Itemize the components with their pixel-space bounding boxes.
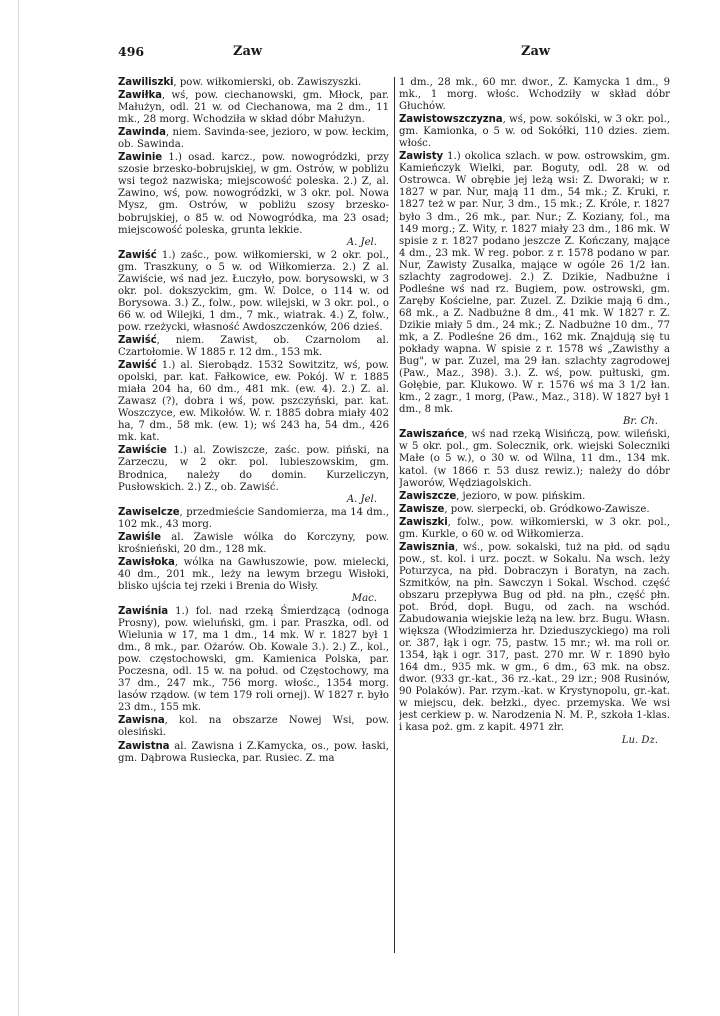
dictionary-entry	[118, 360, 389, 444]
entry-text: , wś, pow. ciechanowski, gm. Młock, par. Małużyn, odl. 21 w. od Ciechanowa, ma 2 dm., 11 mk., 28 morg. Wchodziła w skład dóbr Małużyn.	[118, 90, 389, 126]
entry-signature: A. Jel.	[346, 493, 377, 505]
entry-headword: Zawiszańce	[399, 429, 465, 441]
entry-headword: Zawinie	[118, 152, 163, 164]
entry-headword: Zawiśnia	[118, 606, 169, 618]
running-head-left: Zaw	[233, 44, 263, 59]
right-column	[399, 77, 670, 977]
dictionary-entry	[399, 517, 670, 541]
dictionary-entry	[399, 491, 670, 503]
entry-headword: Zawisłoka	[118, 556, 175, 568]
running-head-right: Zaw	[521, 44, 551, 59]
entry-text: 1.) al. Zowiszcze, zaśc. pow. piński, na Zarzeczu, w 2 okr. pol. lubieszowskim, gm. Brodnica, należy do domin. Kurzeliczyn, Pusłowskich. 2.) Z., ob. Zawiść.	[118, 445, 389, 493]
dictionary-entry	[399, 542, 670, 747]
entry-text: , wś, pow. sokólski, w 3 okr. pol., gm. Kamionka, o 5 w. od Sokółki, 110 dzies. ziem. włośc.	[399, 114, 670, 150]
entry-headword: Zawiśle	[118, 531, 161, 543]
dictionary-entry	[118, 335, 389, 359]
dictionary-entry	[118, 606, 389, 714]
entry-text: 1.) okolica szlach. w pow. ostrowskim, gm. Kamieńczyk Wielki, par. Boguty, odl. 28 w. od Ostrowca. W obrębie jej leżą wsi: Z. Dworaki; w r. 1827 w par. Nur, mają 11 dm., 54 mk.; Z. Kruki, r. 1827 też w par. Nur, 3 dm., 15 mk.; Z. Króle, r. 1827 było 3 dm., 26 mk., par. Nur.; Z. Koziany, fol., ma 149 morg.; Z. Wity, r. 1827 miały 23 dm., 186 mk. W spisie z r. 1827 podano jeszcze Z. Kończany, mające 4 dm., 23 mk. W reg. pobor. z r. 1578 podano w par. Nur, Zawisty Zusalka, mające w ogóle 26 1/2 łan. szlachty zagrodowej. 2.) Z. Dzikie, Nadbużne i Podleśne wś nad rz. Bugiem, pow. ostrowski, gm. Zaręby Kościelne, par. Zuzel. Z. Dzikie mają 6 dm., 68 mk., a Z. Nadbużne 8 dm., 41 mk. W 1827 r. Z. Dzikie miały 5 dm., 24 mk.; Z. Nadbużne 10 dm., 77 mk, a Z. Podleśne 26 dm., 162 mk. Znajdują się tu pokłady wapna. W spisie z r. 1578 wś „Zawisthy a Bug", w par. Zuzel, ma 29 łan. szlachty zagrodowej (Paw., Maz., 398). 3.). Z. wś, pow. pułtuski, gm. Gołębie, par. Klukowo. W r. 1576 wś ma 3 1/2 łan. km., 2 zagr., 1 morg, (Paw., Maz., 318). W 1827 był 1 dm., 8 mk.	[399, 151, 670, 416]
entry-text: , pow. sierpecki, ob. Gródkowo-Zawisze.	[444, 503, 650, 515]
dictionary-entry	[118, 715, 389, 739]
entry-headword: Zawiliszki	[118, 77, 174, 88]
dictionary-entry	[118, 127, 389, 151]
entry-text: , wólka na Gawłuszowie, pow. mielecki, 40 dm., 201 mk., leży na lewym brzegu Wisłoki, blisko ujścia tej rzeki i Brenia do Wisły.	[118, 556, 389, 592]
entry-text: 1.) fol. nad rzeką Śmierdzącą (odnoga Prosny), pow. wieluński, gm. i par. Praszka, odl. od Wielunia w 17, ma 1 dm., 14 mk. W r. 1827 był 1 dm., 8 mk., par. Ożarów. Ob. Kowale 3.). 2.) Z., kol., pow. częstochowski, gm. Kamienica Polska, par. Poczesna, odl. 15 w. na połud. od Częstochowy, ma 37 dm., 247 mk., 756 morg. włośc., 1354 morg. lasów rządow. (w tem 179 roli ornej). W 1827 r. było 23 dm., 155 mk.	[118, 606, 389, 714]
entry-text: al. Zawisle wólka do Korczyny, pow. krośnieński, 20 dm., 128 mk.	[118, 531, 389, 555]
entry-headword: Zawiselcze	[118, 506, 180, 518]
entry-text: 1.) zaśc., pow. wiłkomierski, w 2 okr. pol., gm. Traszkuny, o 5 w. od Wiłkomierza. 2.) Z al. Zawiście, wś nad jez. Łuczyło, pow. borysowski, w 3 okr. pol. dokszyckim, gm. W. Dolce, o 114 w. od Borysowa. 3.) Z., folw., pow. wilejski, w 3 okr. pol., o 66 w. od Wilejki, 1 dm., 7 mk., wiatrak. 4.) Z, folw., pow. rzeżycki, własność Awdoszczenków, 206 dzieś.	[118, 249, 389, 333]
entry-headword: Zawisna	[118, 715, 165, 727]
entry-headword: Zawiść	[118, 249, 157, 261]
entry-text: , wś nad rzeką Wisińczą, pow. wileński, w 5 okr. pol., gm. Solecznik, ork. wiejski Soleczniki Małe (o 5 w.), o 30 w. od Wilna, 11 dm., 134 mk. katol. (w 1866 r. 53 dusz rewiz.); należy do dóbr Jaworów, Wędziagolskich.	[399, 429, 670, 489]
dictionary-entry	[118, 507, 389, 531]
entry-headword: Zawiszcze	[399, 490, 457, 502]
entry-text: , folw., pow. wiłkomierski, w 3 okr. pol., gm. Kurkle, o 60 w. od Wiłkomierza.	[399, 516, 670, 540]
page-header	[0, 44, 720, 64]
dictionary-entry	[399, 504, 670, 516]
entry-headword: Zawiłka	[118, 90, 162, 102]
entry-text: , niem. Savinda-see, jezioro, w pow. łeckim, ob. Sawinda.	[118, 127, 389, 151]
entry-signature: Mac.	[351, 592, 377, 604]
entry-headword: Zawinda	[118, 127, 166, 139]
entry-headword: Zawiszki	[399, 516, 448, 528]
entry-headword: Zawistowszczyzna	[399, 114, 503, 126]
dictionary-entry	[118, 532, 389, 556]
entry-text: 1.) al. Sierobądz. 1532 Sowitzitz, wś, pow. opolski, par. kat. Fałkowice, ew. Pokój. W r. 1885 miała 204 ha, 60 dm., 481 mk. (ew. 4). 2.) Z. al. Zawasz (?), dobra i wś, pow. pszczyński, par. kat. Woszczyce, ew. Mikołów. W. r. 1885 dobra miały 402 ha, 7 dm., 58 mk. (ew. 1); wś 243 ha, 54 dm., 426 mk. kat.	[118, 360, 389, 444]
dictionary-entry	[118, 557, 389, 605]
entry-headword: Zawistna	[118, 740, 170, 752]
entry-headword: Zawiście	[118, 445, 167, 457]
entry-signature: A. Jel.	[346, 236, 377, 248]
dictionary-entry	[118, 445, 389, 505]
page-edge-line	[18, 0, 19, 1016]
dictionary-entry	[118, 250, 389, 334]
column-divider	[394, 77, 395, 953]
entry-text: , jezioro, w pow. pińskim.	[456, 490, 586, 502]
entry-text: , wś., pow. sokalski, tuż na płd. od sądu pow., st. kol. i urz. poczt. w Sokalu. Na wsch. leży Poturzyca, na płd. Dobraczyn i Boratyn, na zach. Szmitków, na płn. Sawczyn i Sokal. Wschod. część obszaru przepływa Bug od płd. na płn., część płn. pot. Bród, dopł. Bugu, od zach. na wschód. Zabudowania wiejskie leżą na lew. brz. Bugu. Własn. większa (Włodzimierza hr. Dzieduszyckiego) ma roli or. 387, łąk i ogr. 75, pastw. 15 mr.; wł. ma roli or. 1354, łąk i ogr. 317, past. 270 mr. W r. 1890 było 164 dm., 935 mk. w gm., 6 dm., 63 mk. na obsz. dwor. (933 gr.-kat., 36 rz.-kat., 29 izr.; 908 Rusinów, 90 Polaków). Par. rzym.-kat. w Krystynopolu, gr.-kat. w miejscu, dek. bełzki., dyec. przemyska. We wsi jest cerkiew p. w. Narodzenia N. M. P., szkoła 1-klas. i kasa poż. gm. z kapit. 4971 złr.	[399, 541, 670, 734]
entry-signature: Lu. Dz.	[621, 734, 658, 746]
dictionary-entry	[118, 152, 389, 248]
entry-headword: Zawiść	[118, 360, 157, 372]
entry-text: , niem. Zawist, ob. Czarnolom al. Czartołomie. W 1885 r. 12 dm., 153 mk.	[118, 334, 389, 359]
entry-text: , kol. na obszarze Nowej Wsi, pow. olesiński.	[118, 715, 389, 739]
entry-text: 1.) osad. karcz., pow. nowogródzki, przy szosie brzesko-bobrujskiej, w gm. Ostrów, w pobliżu wsi tegoż nazwiska; miejscowość poleska. 2.) Z, al. Zawino, wś, pow. nowogródzki, w 3 okr. pol. Nowa Mysz, gm. Ostrów, w pobliżu szosy brzesko-bobrujskiej, o 85 w. od Nowogródka, ma 23 osad; miejscowość poleska, grunta lekkie.	[118, 152, 389, 236]
dictionary-entry	[399, 151, 670, 428]
dictionary-entry	[118, 77, 389, 89]
entry-headword: Zawisze	[399, 503, 445, 515]
entry-text: al. Zawisna i Z.Kamycka, os., pow. łaski, gm. Dąbrowa Rusiecka, par. Rusiec. Z. ma	[118, 740, 389, 764]
entry-text: , przedmieście Sandomierza, ma 14 dm., 102 mk., 43 morg.	[118, 506, 389, 530]
dictionary-entry	[399, 114, 670, 150]
page-number: 496	[118, 44, 145, 59]
left-column	[118, 77, 389, 977]
dictionary-entry	[399, 429, 670, 489]
entry-headword: Zawisty	[399, 151, 444, 163]
dictionary-entry	[118, 90, 389, 126]
entry-headword: Zawiść	[118, 334, 157, 346]
dictionary-entry	[118, 741, 389, 765]
dictionary-entry	[399, 77, 670, 113]
entry-text: , pow. wiłkomierski, ob. Zawiszyszki.	[173, 77, 362, 88]
entry-signature: Br. Ch.	[623, 416, 658, 428]
entry-text: 1 dm., 28 mk., 60 mr. dwor., Z. Kamycka 1 dm., 9 mk., 1 morg. włośc. Wchodziły w skład dóbr Głuchów.	[399, 77, 670, 113]
entry-headword: Zawisznia	[399, 541, 455, 553]
